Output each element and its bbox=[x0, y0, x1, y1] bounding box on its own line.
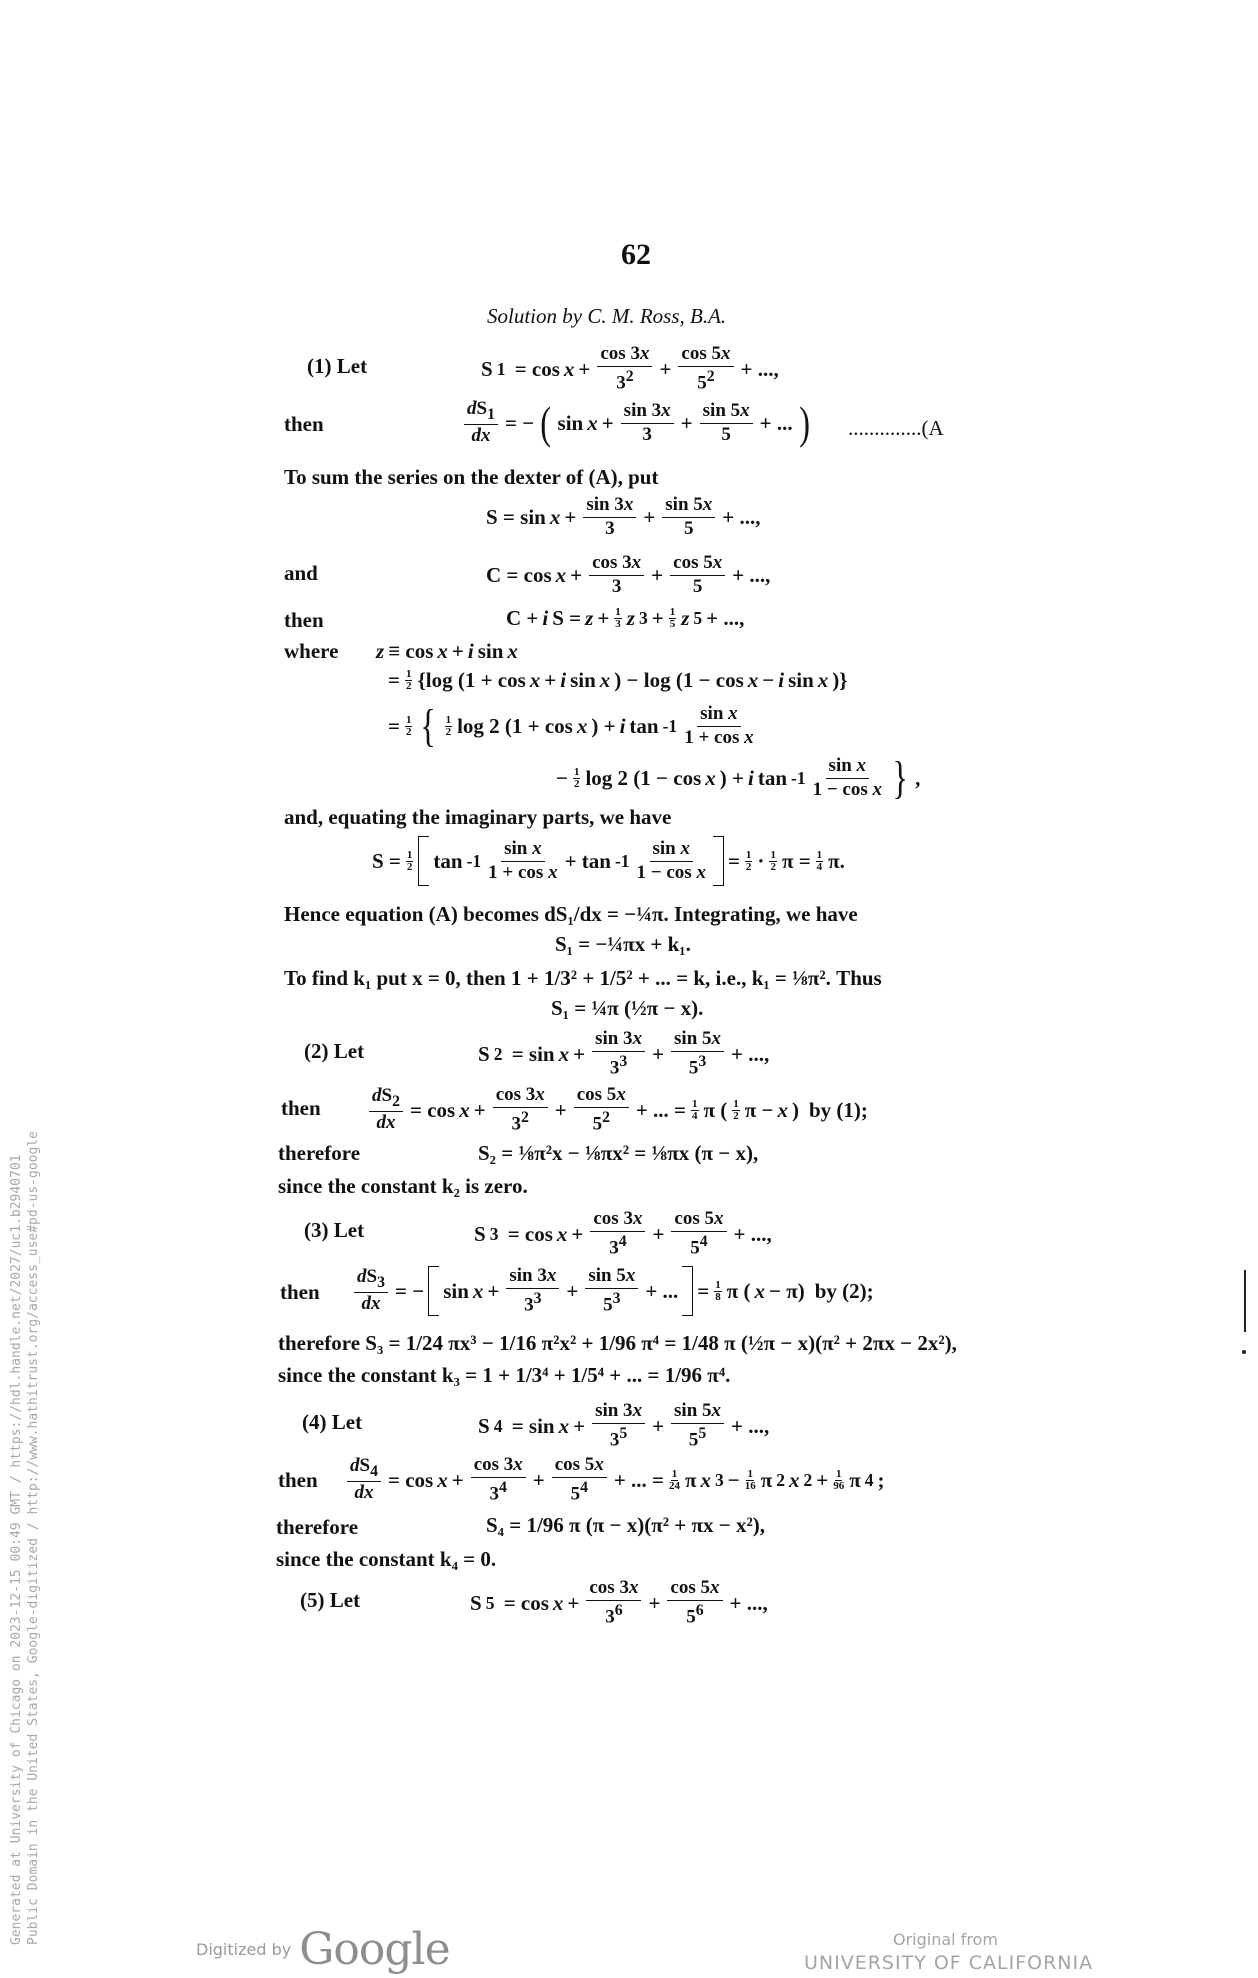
k2-line: since the constant k₂ is zero. bbox=[278, 1174, 528, 1198]
k3-line: since the constant k₃ = 1 + 1/3⁴ + 1/5⁴ + ... = 1/96 π⁴. bbox=[278, 1363, 731, 1387]
eq-ds1-dx: $\frac{dS_1}{dx}$ = − ( sin x + $\frac{\sin 3x}{3}$ + $\frac{\sin 5x}{5}$ + ... ) bbox=[461, 399, 812, 447]
and-label: and bbox=[284, 561, 318, 585]
access-watermark bbox=[8, 1131, 42, 1945]
eq-log-step2: = 1 2 { 1 2 log 2 (1 + cos x ) + i tan -1 $\frac{\text{sin x}}{\text{1 + cos x}}$ bbox=[388, 699, 754, 751]
watermark-line-2: Public Domain in the United States, Google-digitized / http://www.hathitrust.org/access_use#pd-us-google bbox=[26, 1131, 41, 1945]
then-label-1: then bbox=[284, 412, 324, 436]
eq-z-def: z ≡ cos x + i sin x bbox=[376, 639, 518, 663]
equation-tag-a: ..............(A bbox=[848, 416, 944, 440]
byline bbox=[487, 304, 726, 329]
s4-result: S₄ = 1/96 π (π − x)(π² + πx − x²), bbox=[486, 1513, 766, 1537]
eq-ds2-dx: $\frac{dS_2}{dx}$ = cos x + $\frac{\cos 3x}{3^2}$ + $\frac{\cos 5x}{5^2}$ + ... = 1 4 π ( 1 2 π − x ) by (1); bbox=[366, 1085, 868, 1135]
google-logo: Google bbox=[299, 1924, 450, 1975]
byline-text: Solution by C. M. Ross, B.A. bbox=[487, 304, 727, 328]
eq-s3-def: S 3 = cos x + $\frac{\cos 3x}{3^4}$ + $\frac{\cos 5x}{5^4}$ + ..., bbox=[474, 1208, 772, 1259]
eq-ds4-dx: $\frac{dS_4}{dx}$ = cos x + $\frac{\cos 3x}{3^4}$ + $\frac{\cos 5x}{5^4}$ + ... = 1 24 π x 3 − 1 16 π 2 x 2 + 1 96 π 4 ; bbox=[344, 1455, 884, 1505]
hence-line: Hence equation (A) becomes dS₁/dx = −¼π. Integrating, we have bbox=[284, 902, 858, 926]
s2-result: S₂ = ⅛π²x − ⅛πx² = ⅛πx (π − x), bbox=[478, 1141, 759, 1165]
then-label-5: then bbox=[278, 1468, 318, 1492]
eq-s1-def: S 1 = cos x + $\frac{\cos 3x}{3^2}$ + $\frac{\cos 5x}{5^2}$ + ..., bbox=[481, 343, 779, 394]
eq-s-result: S = 1 2 tan -1 $\frac{\text{sin x}}{\text{1 + cos x}}$ + tan -1 $\frac{\text{sin x}}{\text{1 − cos x}}$ = 1 2 · 1 2 π = 1 4 π. bbox=[372, 836, 845, 886]
therefore-label-2: therefore bbox=[278, 1141, 361, 1165]
by-2-ref: by (2); bbox=[814, 1278, 874, 1303]
part-1-label: (1) Let bbox=[307, 354, 368, 378]
then-label-4: then bbox=[280, 1280, 320, 1304]
imaginary-parts-line: and, equating the imaginary parts, we have bbox=[284, 805, 672, 829]
watermark-line-1: Generated at University of Chicago on 2023-12-15 00:49 GMT / https://hdl.handle.net/2027/uc1.b2940701 bbox=[9, 1154, 24, 1945]
eq-c-def: C = cos x + $\frac{\cos 3x}{3}$ + $\frac{\cos 5x}{5}$ + ..., bbox=[486, 552, 771, 597]
therefore-label-4: therefore bbox=[276, 1515, 359, 1539]
where-label: where bbox=[284, 639, 339, 663]
university-text: UNIVERSITY OF CALIFORNIA bbox=[804, 1952, 1094, 1974]
eq-log-step3: − 1 2 log 2 (1 − cos x ) + i tan -1 $\frac{\text{sin x}}{\text{1 − cos x}}$ } , bbox=[556, 751, 921, 803]
k4-line: since the constant k₄ = 0. bbox=[276, 1547, 497, 1571]
s1-integrated: S₁ = −¼πx + k₁. bbox=[555, 932, 691, 956]
eq-c-plus-is: C + i S = z + 1 3 z 3 + 1 5 z 5 + ..., bbox=[506, 606, 745, 630]
s1-result: S₁ = ¼π (½π − x). bbox=[551, 996, 704, 1020]
eq-s2-def: S 2 = sin x + $\frac{\sin 3x}{3^3}$ + $\frac{\sin 5x}{5^3}$ + ..., bbox=[478, 1028, 770, 1079]
then-label-3: then bbox=[281, 1096, 321, 1120]
then-label-2: then bbox=[284, 608, 324, 632]
eq-s4-def: S 4 = sin x + $\frac{\sin 3x}{3^5}$ + $\frac{\sin 5x}{5^5}$ + ..., bbox=[478, 1400, 770, 1451]
digitized-by-label: Digitized by bbox=[196, 1940, 292, 1959]
university-label bbox=[804, 1952, 1093, 1974]
part-2-label: (2) Let bbox=[304, 1039, 365, 1063]
original-from-text: Original from bbox=[893, 1930, 998, 1949]
part-4-label: (4) Let bbox=[302, 1410, 363, 1434]
part-3-label: (3) Let bbox=[304, 1218, 365, 1242]
eq-s-def: S = sin x + $\frac{\sin 3x}{3}$ + $\frac{\sin 5x}{5}$ + ..., bbox=[486, 494, 761, 539]
eq-log-step1: = 1 2 {log (1 + cos x + i sin x ) − log (1 − cos x − i sin x )} bbox=[388, 668, 848, 692]
margin-line-mark bbox=[1244, 1270, 1246, 1332]
eq-ds3-dx: $\frac{dS_3}{dx}$ = − sin x + $\frac{\sin 3x}{3^3}$ + $\frac{\sin 5x}{5^3}$ + ... = 1 8 π ( x − π) by (2); bbox=[351, 1266, 874, 1316]
to-sum-line: To sum the series on the dexter of (A), put bbox=[284, 465, 659, 489]
digitized-by-google bbox=[196, 1924, 450, 1975]
page-number: 62 bbox=[621, 238, 651, 271]
original-from-label bbox=[893, 1930, 998, 1950]
margin-dot-mark bbox=[1242, 1350, 1246, 1354]
s3-result: therefore S₃ = 1/24 πx³ − 1/16 π²x² + 1/96 π⁴ = 1/48 π (½π − x)(π² + 2πx − 2x²), bbox=[278, 1331, 957, 1355]
by-1-ref: by (1); bbox=[808, 1097, 868, 1122]
part-5-label: (5) Let bbox=[300, 1588, 361, 1612]
eq-s5-def: S 5 = cos x + $\frac{\cos 3x}{3^6}$ + $\frac{\cos 5x}{5^6}$ + ..., bbox=[470, 1577, 768, 1628]
to-find-line: To find k₁ put x = 0, then 1 + 1/3² + 1/5² + ... = k, i.e., k₁ = ⅛π². Thus bbox=[284, 966, 882, 990]
